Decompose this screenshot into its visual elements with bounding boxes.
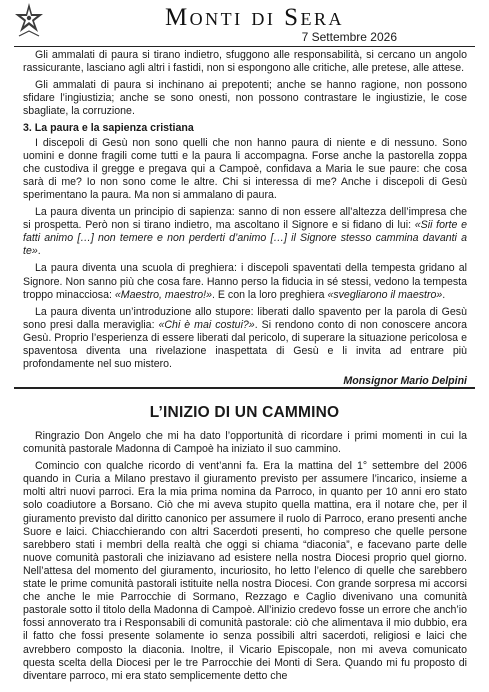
text: . Si rendono conto di non conoscere ancora Gesù. Proprio l’esperienza di essere liberati dal pericolo, di superare la situazione pericolosa e spaventosa diventa una rivelazione inaspettata di Gesù e li invita ad entrare più profondamente nel suo mistero. [23,318,467,371]
newsletter-title: Monti di Sera [164,4,345,31]
section-divider [14,387,475,389]
quote: «Sii forte e fatti animo […] non temere e non perderti d’animo […] il Signore stesso cammina davanti a te» [23,219,467,258]
paragraph: Ringrazio Don Angelo che mi ha dato l’opportunità di ricordare i primi momenti in cui la comunità pastorale Madonna di Campoè ha iniziato il suo cammino. [23,430,467,456]
paragraph: Comincio con qualche ricordo di vent’anni fa. Era la mattina del 1° settembre del 2006 quando in Curia a Milano prestavo il giuramento previsto per assumere l’incarico, insieme a molti altri nuovi parroci. Era la mia prima nomina da Parroco, in quanto per 10 anni ero stato solo coadiutore a Borsano. Ciò che mi aveva stupito quella mattina, era il notare che, per il giuramento previsto dal diritto canonico per assumere il ruolo di Parroco, erano presenti anche Suore e laici. Chiacchierando con altri Sacerdoti presenti, ho compreso che quelle persone sarebbero stati i membri della realtà che oggi si chiama “diaconia”, e facevano parte delle nuove comunità pastorali che iniziavano ad esistere nella nostra Diocesi proprio quel giorno. Nell’attesa del momento del giuramento, incuriosito, ho letto l’elenco di quelle che sarebbero state le prime comunità pastorali istituite nella nostra Diocesi. Con grande sorpresa mi accorsi che anche le mie Parrocchie di Sormano, Rezzago e Caglio divenivano una comunità pastorale sotto il titolo della Madonna di Campoè. All’inizio credevo fosse un errore che anch’io fossi annoverato tra i Responsabili di comunità pastorale: ciò che alimentava il mio dubbio, era il fatto che fossi presente solamente io senza possibili altri sacerdoti, religiosi e laici che avrebbero composto la diaconia. Inoltre, il Vicario Episcopale, non mi aveva comunicato questa scelta della Diocesi per le tre Parrocchie dei Monti di Sera. Quando mi fu proposto di diventare parroco, mi era stato semplicemente detto che [23,460,468,682]
text: La paura diventa una scuola di preghiera: i discepoli spaventati della tempesta gridano al Signore. Non sanno più che cosa fare. Hanno perso la fiducia in sé stessi, vedono la tempesta troppo minacciosa: [23,262,467,301]
article-delpini [23,49,467,388]
paragraph: Gli ammalati di paura si inchinano ai prepotenti; anche se hanno ragione, non possono sfidare l’ingiustizia; anche se sono onesti, non possono contrastare le ingiustizie, le cose sbagliate, la corruzione. [23,79,467,118]
quote: «Chi è mai costui?» [158,318,255,331]
text: . E con la loro preghiera [212,288,328,301]
section-heading: 3. La paura e la sapienza cristiana [23,122,194,135]
quote: «Maestro, maestro!» [114,288,213,301]
article-inizio-cammino [23,430,467,687]
paragraph: I discepoli di Gesù non sono quelli che non hanno paura di niente e di nessuno. Sono uomini e donne fragili come tutti e la paura li accompagna. Forse anche la pastorella zoppa che custodiva il gregge e pregava qui a Campoè, confidava a Maria le sue paure: che cosa sarà di me? Io non sono come le altre. Chi si interessa di me? Anche i discepoli di Gesù sperimentano la paura. Ma non si ammalano di paura. [23,136,467,201]
header-divider [14,46,475,47]
paragraph [23,206,467,258]
text: La paura diventa un’introduzione allo stupore: liberati dallo spavento per la parola di Gesù sono presi dalla meraviglia: [23,305,467,331]
issue-date: 7 Settembre 2026 [301,30,397,44]
article-title: L’INIZIO DI UN CAMMINO [149,404,340,421]
author-signature: Monsignor Mario Delpini [343,375,467,388]
text: . [37,245,41,258]
paragraph [23,262,467,301]
quote: «svegliarono il maestro» [327,288,443,301]
text: La paura diventa un principio di sapienza: sanno di non essere all’altezza dell’impresa che si prospetta. Però non si tirano indietro, ma ascoltano il Signore e si fidano di lui: [23,206,467,232]
text: . [442,288,446,301]
paragraph: Gli ammalati di paura si tirano indietro, sfuggono alle responsabilità, si cercano un angolo rassicurante, lasciano agli altri i fastidi, non si espongono alle critiche, alle pretese, alle attese. [23,49,467,75]
paragraph [23,306,467,371]
